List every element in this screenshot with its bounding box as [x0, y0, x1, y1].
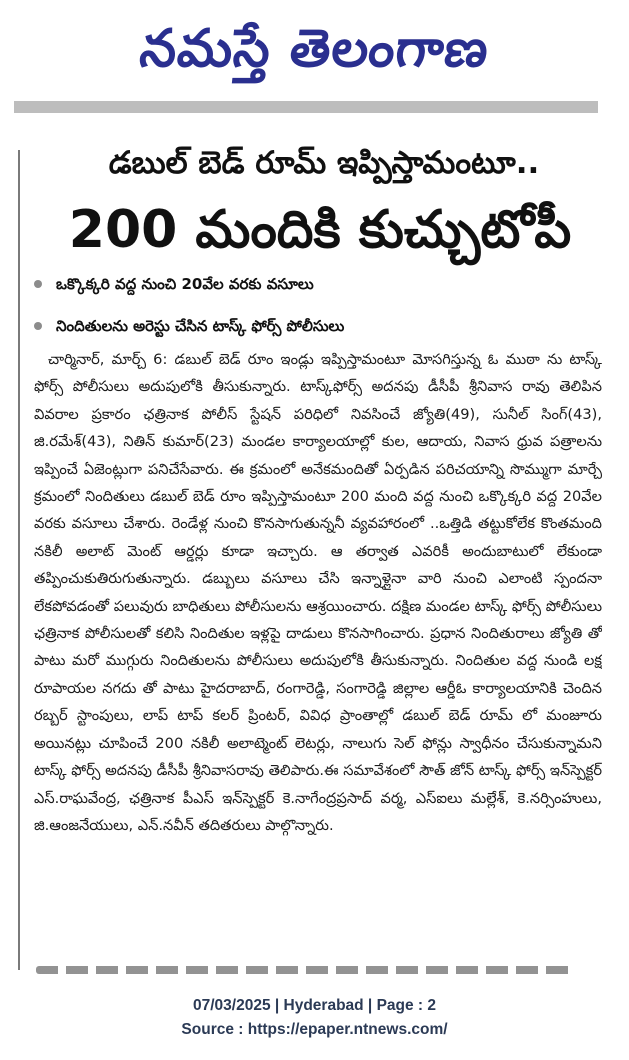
article-body: చార్మినార్, మార్చ్ 6: డబుల్ బెడ్ రూం ఇండ్లు ఇప్పిస్తామంటూ మోసగిస్తున్న ఓ ముఠా ను టాస్క్ ఫోర్స్ పోలీసులు అదుపులోకి తీసుకున్నారు. టాస్క్‌ఫోర్స్ అదనపు డీసీపీ శ్రీనివాస రావు తెలిపిన వివరాల ప్రకారం ఛత్రినాక పోలీస్ స్టేషన్ పరిధిలో నివసించే జ్యోతి(49), సునీల్ సింగ్(43), జి.రమేశ్(43), నితిన్ కుమార్(23) మండల కార్యాలయాల్లో కుల, ఆదాయ, నివాస ధ్రువ పత్రాలను ఇప్పించే ఏజెంట్లుగా పనిచేసేవారు. ఈ క్రమంలో అనేకమందితో ఏర్పడిన పరిచయాన్ని సొమ్ముగా మార్చే క్రమంలో నిందితులు డబుల్ బెడ్ రూం ఇప్పిస్తామంటూ 200 మంది వద్ద నుంచి ఒక్కొక్కరి వద్ద 20వేల వరకు వసూలు చేశారు. రెండేళ్ల నుంచి కొనసాగుతున్ననీ వ్యవహారంలో ..ఒత్తిడి తట్టుకోలేక కొంతమంది నకిలీ అలాట్ మెంట్ ఆర్డర్లు కూడా ఇచ్చారు. ఆ తర్వాత ఎవరికీ అందుబాటులో లేకుండా తప్పించుకుతిరుగుతున్నారు. డబ్బులు వసూలు చేసి ఇన్నాళ్లైనా వారి నుంచి ఎలాంటి స్పందనా లేకపోవడంతో పలువురు బాధితులు పోలీసులను ఆశ్రయించారు. దక్షిణ మండల టాస్క్ ఫోర్స్ పోలీసులు ఛత్రినాక పోలీసులతో కలిసి నిందితుల ఇళ్లపై దాడులు కొనసాగించారు. ప్రధాన నిందితురాలు జ్యోతి తో పాటు మరో ముగ్గురు నిందితులను పోలీసులు అదుపులోకి తీసుకున్నారు. నిందితుల వద్ద నుండి లక్ష రూపాయల నగదు తో పాటు హైదరాబాద్, రంగారెడ్డి, సంగారెడ్డి జిల్లాల ఆర్డీఓ కార్యాలయానికి చెందిన రబ్బర్ స్టాంపులు, లాప్ టాప్ కలర్ ప్రింటర్, వివిధ ప్రాంతాల్లో డబుల్ బెడ్ రూమ్ లో మంజూరు అయినట్లు చూపించే 200 నకిలీ అలాట్మెంట్ లెటర్లు, నాలుగు సెల్ ఫోన్లు స్వాధీనం చేసుకున్నామని టాస్క్ ఫోర్స్ అదనపు డీసీపీ శ్రీనివాసరావు తెలిపారు.ఈ సమావేశంలో సౌత్ జోన్ టాస్క్ ఫోర్స్ ఇన్‌స్పెక్టర్ ఎస్.రాఘవేంద్ర, ఛత్రినాక పీఎస్ ఇన్‌స్పెక్టర్ కె.నాగేంద్రప్రసాద్ వర్మ, ఎస్ఐలు మల్లేశ్, కె.నర్సింహులు, జి.ఆంజనేయులు, ఎన్.నవీన్ తదితరులు పాల్గొన్నారు. — [34, 351, 602, 834]
subhead-text: ఒక్కొక్కరి వద్ద నుంచి 20వేల వరకు వసూలు — [56, 275, 314, 293]
newspaper-logo: నమస్తే తెలంగాణ — [137, 19, 492, 79]
article — [18, 128, 602, 973]
bullet-icon — [34, 280, 42, 288]
subhead-bullet — [34, 310, 602, 342]
subhead-bullet — [34, 268, 602, 300]
bullet-icon — [34, 322, 42, 330]
truncated-next-article — [36, 966, 576, 974]
subhead-text: నిందితులను అరెస్టు చేసిన టాస్క్ ఫోర్స్ పోలీసులు — [56, 317, 345, 335]
masthead-divider — [14, 101, 598, 113]
masthead — [0, 0, 629, 100]
source-link[interactable]: Source : https://epaper.ntnews.com/ — [181, 1021, 448, 1038]
headline-line-1: డబుల్ బెడ్ రూమ్ ఇప్పిస్తామంటూ.. — [108, 145, 540, 181]
edition-info: 07/03/2025 | Hyderabad | Page : 2 — [192, 997, 437, 1014]
headline-line-2: 200 మందికి కుచ్చుటోపీ — [68, 200, 572, 260]
footer — [0, 990, 629, 1060]
